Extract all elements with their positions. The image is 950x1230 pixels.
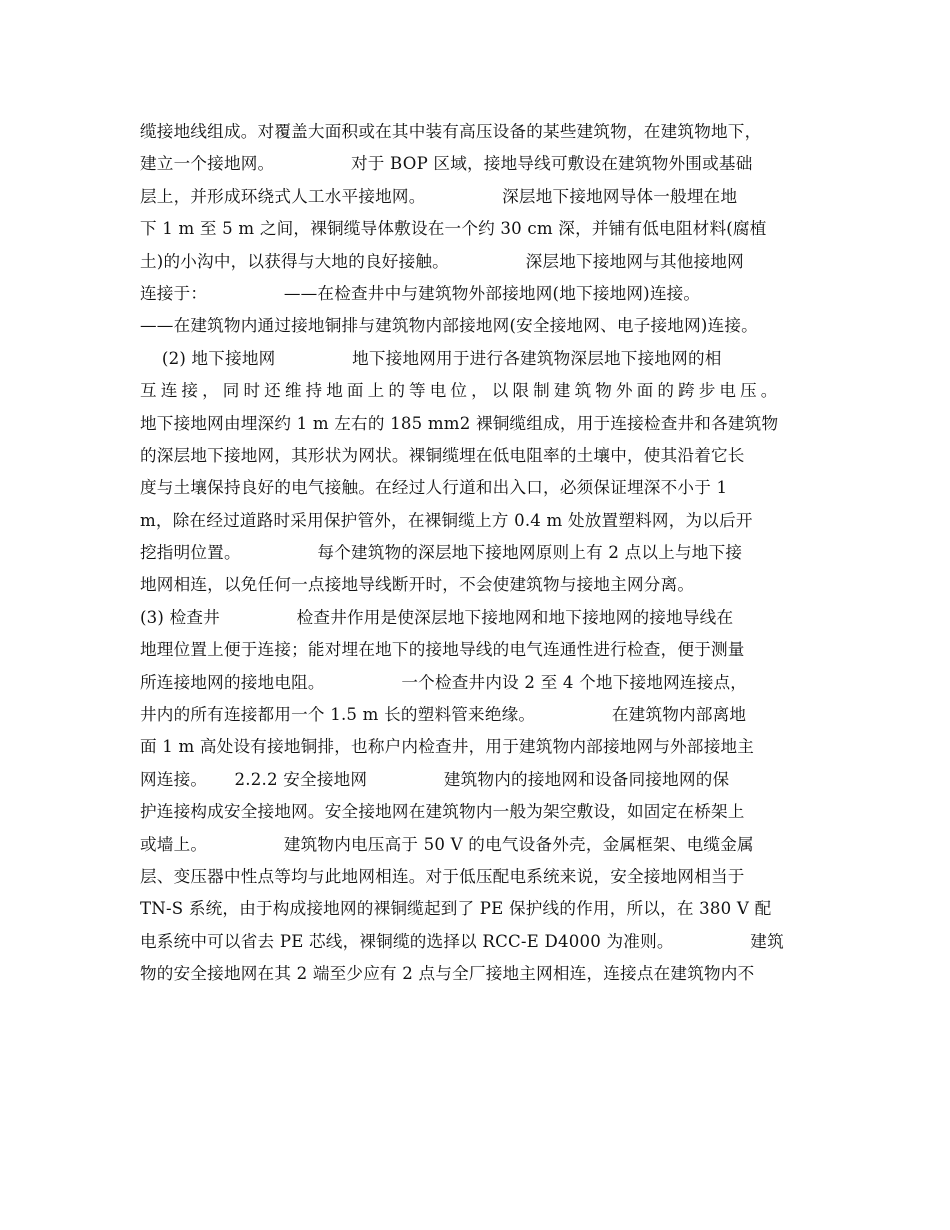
text-line: 地网相连，以免任何一点接地导线断开时，不会使建筑物与接地主网分离。 (140, 575, 695, 595)
text-line: 互连接，同时还维持地面上的等电位，以限制建筑物外面的跨步电压。 (140, 381, 782, 401)
text-line: 层、变压器中性点等均与此地网相连。对于低压配电系统来说，安全接地网相当于 (140, 866, 745, 886)
text-line: 物的安全接地网在其 2 端至少应有 2 点与全厂接地主网相连，连接点在建筑物内不 (140, 964, 755, 984)
text-line: 缆接地线组成。对覆盖大面积或在其中装有高压设备的某些建筑物，在建筑物地下， (140, 122, 762, 141)
text-line: 所连接地网的接地电阻。 一个检查井内设 2 至 4 个地下接地网连接点， (140, 672, 748, 692)
text-line: 土)的小沟中，以获得与大地的良好接触。 深层地下接地网与其他接地网 (140, 251, 744, 271)
text-line: 或墙上。 建筑物内电压高于 50 V 的电气设备外壳，金属框架、电缆金属 (140, 834, 754, 854)
text-line: 层上，并形成环绕式人工水平接地网。 深层地下接地网导体一般埋在地 (140, 186, 738, 206)
text-line: 面 1 m 高处设有接地铜排，也称户内检查井，用于建筑物内部接地网与外部接地主 (140, 737, 755, 757)
body-text (140, 116, 840, 991)
text-line: 挖指明位置。 每个建筑物的深层地下接地网原则上有 2 点以上与地下接 (140, 543, 743, 563)
text-line: (2) 地下接地网 地下接地网用于进行各建筑物深层地下接地网的相 (140, 348, 722, 368)
text-line: ——在建筑物内通过接地铜排与建筑物内部接地网(安全接地网、电子接地网)连接。 (140, 316, 758, 336)
text-line: 电系统中可以省去 PE 芯线，裸铜缆的选择以 RCC-E D4000 为准则。 建筑 (140, 931, 784, 951)
text-line: (3) 检查井 检查井作用是使深层地下接地网和地下接地网的接地导线在 (140, 607, 734, 627)
text-line: 下 1 m 至 5 m 之间，裸铜缆导体敷设在一个约 30 cm 深，并铺有低电阻材料(腐植 (140, 219, 767, 239)
text-line: 的深层地下接地网，其形状为网状。裸铜缆埋在低电阻率的土壤中，使其沿着它长 (140, 445, 745, 465)
text-line: 地理位置上便于连接；能对埋在地下的接地导线的电气连通性进行检查，便于测量 (140, 640, 745, 660)
text-line: TN-S 系统，由于构成接地网的裸铜缆起到了 PE 保护线的作用，所以，在 380 V 配 (140, 899, 772, 919)
text-line: 连接于： ——在检查井中与建筑物外部接地网(地下接地网)连接。 (140, 283, 701, 303)
text-line: 建立一个接地网。 对于 BOP 区域，接地导线可敷设在建筑物外围或基础 (140, 154, 753, 174)
text-line: 地下接地网由埋深约 1 m 左右的 185 mm2 裸铜缆组成，用于连接检查井和各建筑物 (140, 413, 779, 433)
text-line: m，除在经过道路时采用保护管外，在裸铜缆上方 0.4 m 处放置塑料网，为以后开 (140, 510, 753, 530)
text-line: 度与土壤保持良好的电气接触。在经过人行道和出入口，必须保证埋深不小于 1 (140, 478, 728, 498)
text-line: 网连接。 2.2.2 安全接地网 建筑物内的接地网和设备同接地网的保 (140, 769, 730, 789)
text-line: 护连接构成安全接地网。安全接地网在建筑物内一般为架空敷设，如固定在桥架上 (140, 802, 745, 822)
text-line: 井内的所有连接都用一个 1.5 m 长的塑料管来绝缘。 在建筑物内部离地 (140, 705, 747, 725)
